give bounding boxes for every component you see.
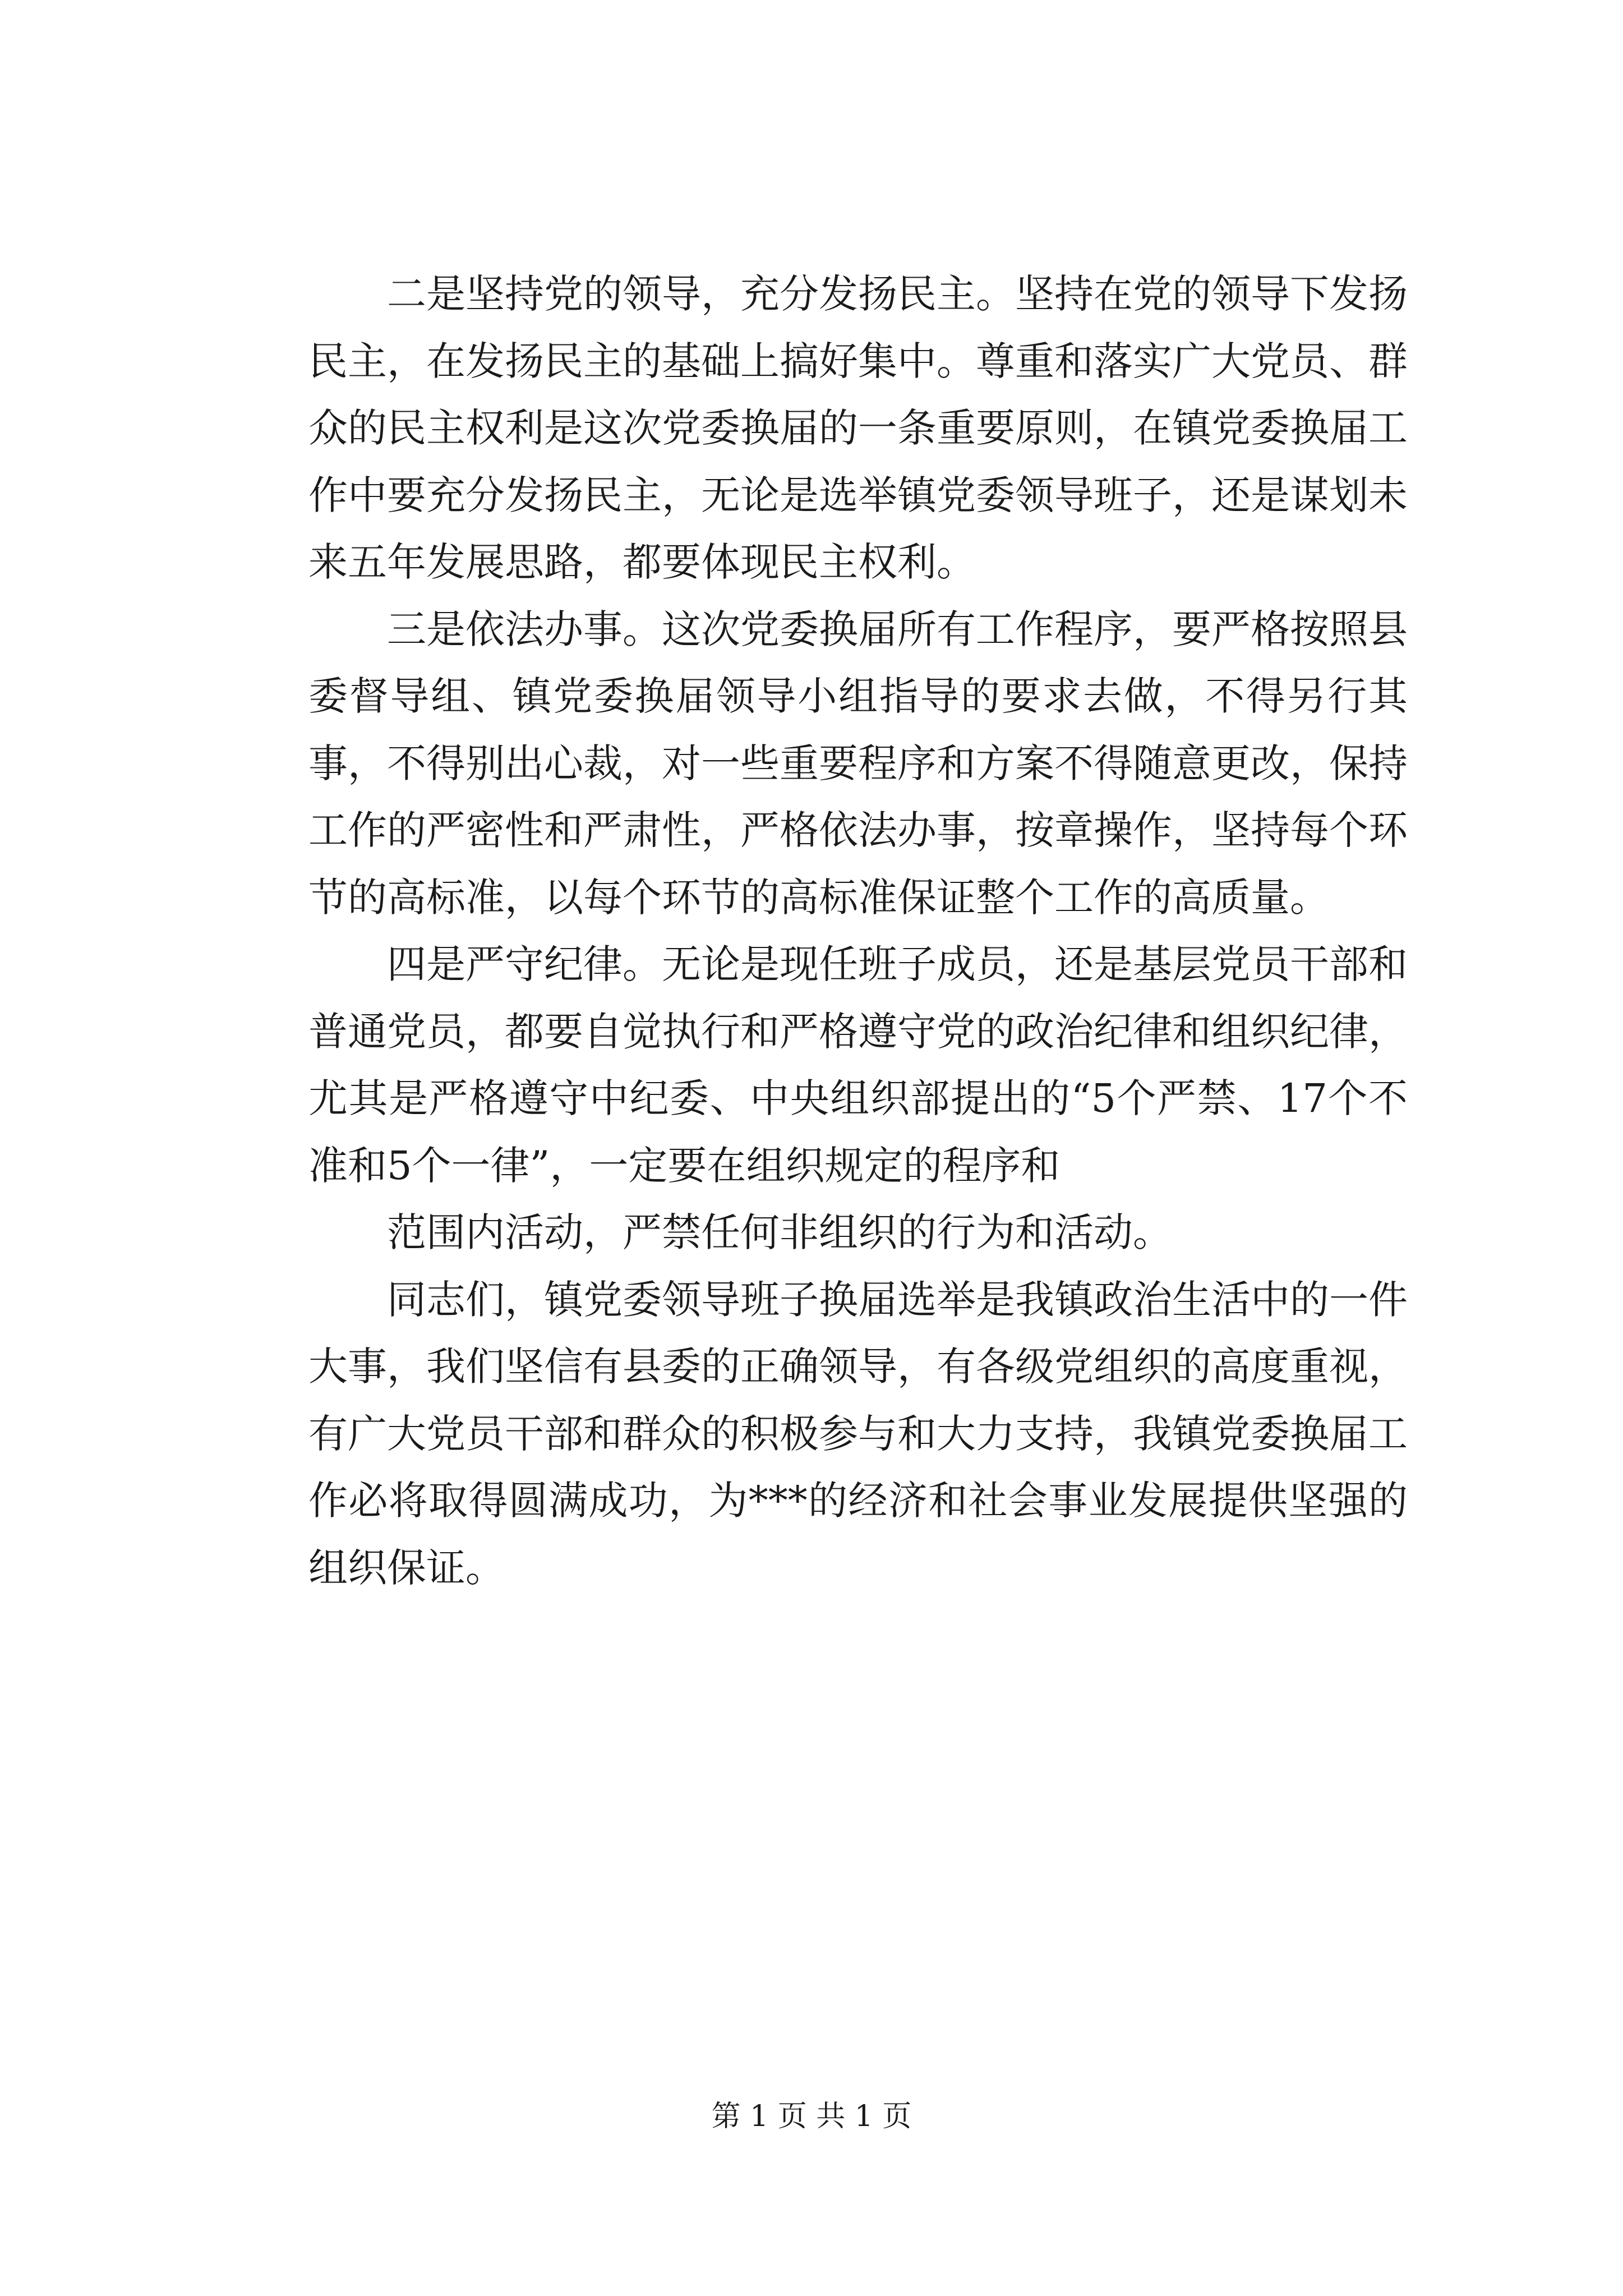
document-body — [308, 261, 1408, 1602]
paragraph-rule-of-law: 三是依法办事。这次党委换届所有工作程序，要严格按照县委督导组、镇党委换届领导小组指导的要求去做，不得另行其事，不得别出心裁，对一些重要程序和方案不得随意更改，保持工作的严密性和严肃性，严格依法办事，按章操作，坚持每个环节的高标准，以每个环节的高标准保证整个工作的高质量。 — [308, 606, 1408, 921]
paragraph-closing: 同志们，镇党委领导班子换届选举是我镇政治生活中的一件大事，我们坚信有县委的正确领导，有各级党组织的高度重视，有广大党员干部和群众的积极参与和大力支持，我镇党委换届工作必将取得圆满成功，为***的经济和社会事业发展提供坚强的组织保证。 — [308, 1276, 1408, 1591]
paragraph-discipline-continued: 范围内活动，严禁任何非组织的行为和活动。 — [387, 1209, 1172, 1255]
paragraph-leadership-democracy: 二是坚持党的领导，充分发扬民主。坚持在党的领导下发扬民主，在发扬民主的基础上搞好集中。尊重和落实广大党员、群众的民主权利是这次党委换届的一条重要原则，在镇党委换届工作中要充分发扬民主，无论是选举镇党委领导班子，还是谋划未来五年发展思路，都要体现民主权利。 — [308, 271, 1408, 585]
page-number-footer: 第 1 页 共 1 页 — [711, 2100, 912, 2133]
paragraph-discipline: 四是严守纪律。无论是现任班子成员，还是基层党员干部和普通党员，都要自觉执行和严格遵守党的政治纪律和组织纪律，尤其是严格遵守中纪委、中央组织部提出的“5个严禁、17个不准和5个一律”，一定要在组织规定的程序和 — [308, 941, 1408, 1189]
